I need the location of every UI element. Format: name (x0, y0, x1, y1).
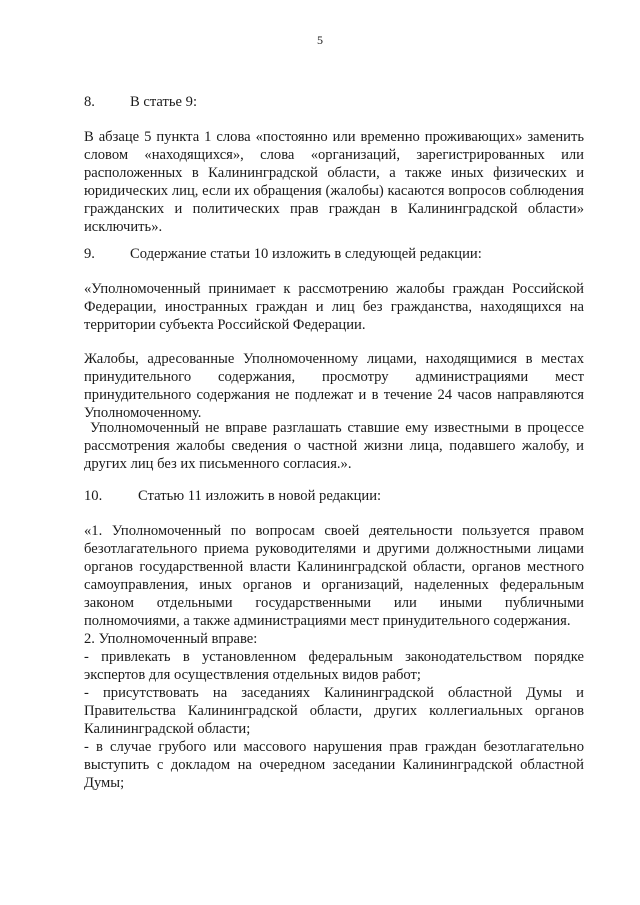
section-8-heading (84, 93, 584, 111)
section-9-heading (84, 245, 584, 263)
section-number: 9. (84, 246, 95, 262)
section-10-body (84, 522, 584, 792)
section-heading-text: В статье 9: (130, 94, 198, 110)
section-10-heading (84, 487, 584, 505)
paragraph: В абзаце 5 пункта 1 слова «постоянно или временно проживающих» заменить словом «находящихся», слова «организаций, зарегистрированных или расположенных в Калининградской области, а также иных физических и юридических лиц, если их обращения (жалобы) касаются вопросов соблюдения гражданских и политических прав граждан в Калининградской области» исключить». (84, 129, 584, 235)
section-heading-text: Содержание статьи 10 изложить в следующей редакции: (130, 246, 482, 262)
paragraph: Жалобы, адресованные Уполномоченному лицами, находящимися в местах принудительного содержания, просмотру администрациями мест принудительного содержания не подлежат и в течение 24 часов направляются Уполномоченному. (84, 351, 584, 421)
section-heading-text: Статью 11 изложить в новой редакции: (138, 488, 382, 504)
paragraph: Уполномоченный не вправе разглашать ставшие ему известными в процессе рассмотрения жалобы сведения о частной жизни лица, подавшего жалобу, и других лиц без их письменного согласия.». (84, 420, 584, 472)
section-9-paragraph-2 (84, 350, 584, 422)
section-number: 8. (84, 94, 95, 110)
paragraph: «1. Уполномоченный по вопросам своей деятельности пользуется правом безотлагательного приема руководителями и другими должностными лицами органов государственной власти Калининградской области, органов местного самоуправления, иных органов и организаций, наделенных федеральным законом отдельными государственными или иными публичными полномочиями, а также администрациями мест принудительного содержания. (84, 523, 584, 629)
section-number: 10. (84, 488, 103, 504)
page-number: 5 (317, 33, 323, 47)
list-item: - в случае грубого или массового нарушения прав граждан безотлагательно выступить с докладом на очередном заседании Калининградской областной Думы; (84, 739, 584, 791)
section-9-paragraph-3 (84, 419, 584, 473)
section-9-paragraph-1 (84, 280, 584, 334)
list-item: - привлекать в установленном федеральным законодательством порядке экспертов для осуществления отдельных видов работ; (84, 649, 584, 683)
section-8-body (84, 128, 584, 236)
paragraph: 2. Уполномоченный вправе: (84, 631, 258, 647)
list-item: - присутствовать на заседаниях Калининградской областной Думы и Правительства Калининградской области, других коллегиальных органов Калининградской области; (84, 685, 584, 737)
paragraph: «Уполномоченный принимает к рассмотрению жалобы граждан Российской Федерации, иностранных граждан и лиц без гражданства, находящихся на территории субъекта Российской Федерации. (84, 281, 584, 333)
